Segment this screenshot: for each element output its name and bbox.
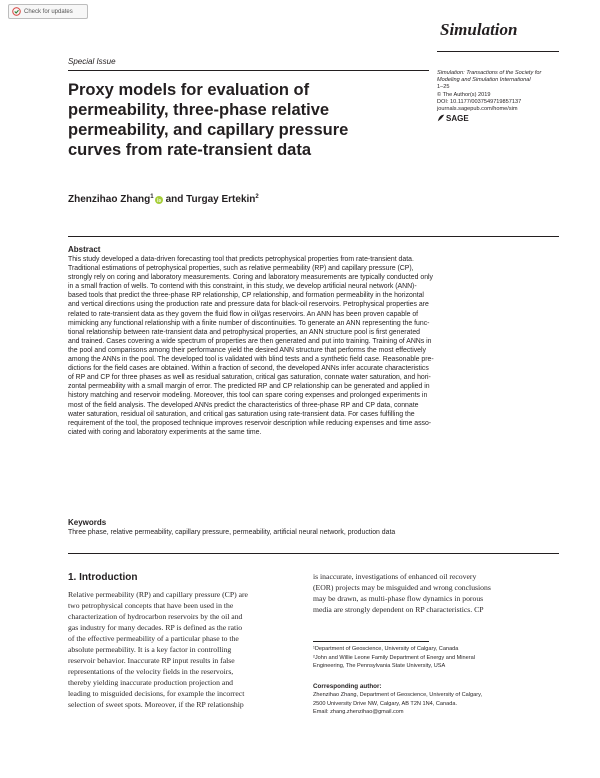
publisher-name: SAGE — [446, 113, 469, 123]
abstract-line: requirement of the tool, the proposed technique improves reservoir description while reducing expenses and time asso- — [68, 419, 432, 427]
body-line: selection of sweet spots. Moreover, if the RP relationship — [68, 700, 244, 710]
author-list — [68, 194, 259, 205]
affiliation-line: ²John and Willie Leone Family Department of Energy and Mineral — [313, 654, 475, 661]
corresponding-email[interactable]: Email: zhang.zhenzihao@gmail.com — [313, 709, 404, 716]
journal-full-name: Simulation: Transactions of the Society for — [437, 70, 542, 76]
sage-logo-icon — [437, 114, 445, 122]
copyright: © The Author(s) 2019 — [437, 91, 491, 98]
sage-logo — [437, 114, 563, 122]
journal-full-name-cont: Modeling and Simulation International — [437, 77, 531, 84]
body-line: reservoir behavior. Inaccurate RP input results in false — [68, 656, 235, 666]
title-line: permeability, and capillary pressure — [68, 121, 349, 139]
footnote-rule — [313, 641, 429, 642]
corresponding-line: 2500 University Drive NW, Calgary, AB T2N 1N4, Canada. — [313, 700, 458, 707]
abstract-line: strongly rely on coring and laboratory measurements. Coring and laboratory measurements are typically conducted only — [68, 274, 434, 282]
abstract-line: zontal permeability with a small margin of error. The predicted RP and CP relationship can be generated and applied in — [68, 383, 430, 391]
body-line: Relative permeability (RP) and capillary pressure (CP) are — [68, 590, 248, 599]
abstract-line: tional relationship between rate-transient data and petrophysical properties, an ANN structure pool is first generated — [68, 328, 421, 336]
abstract-line: in a small fraction of wells. To contend with this constraint, in this study, we develop artificial neural network (ANN)- — [68, 283, 417, 291]
title-line: curves from rate-transient data — [68, 141, 311, 159]
orcid-icon[interactable] — [155, 196, 163, 204]
abstract-line: This study developed a data-driven forecasting tool that predicts petrophysical properties from rate-transient data. — [68, 256, 414, 263]
corresponding-line: Zhenzihao Zhang, Department of Geoscience, University of Calgary, — [313, 692, 483, 698]
affiliations — [313, 645, 559, 671]
keywords-list: Three phase, relative permeability, capillary pressure, permeability, artificial neural network, production data — [68, 529, 396, 536]
abstract-line: Traditional estimations of petrophysical properties, such as relative permeability (RP) and capillary pressure (CP), — [68, 265, 414, 273]
abstract-line: the pool and comparisons among their performance yield the desired ANN structure that performs the most effectively — [68, 346, 426, 354]
abstract-line: related to rate-transient data as they govern the fluid flow in oil/gas reservoirs. An ANN has been proven capable of — [68, 310, 419, 318]
author-connector: and Turgay Ertekin — [165, 194, 256, 205]
affiliation-line: Engineering, The Pennsylvania State University, USA — [313, 663, 446, 670]
abstract-body — [68, 255, 559, 437]
abstract-line: and vertical directions using the production rate and pressure data for black-oil reservoirs. Petrophysical properties are — [68, 301, 429, 309]
abstract-line: ciated with coring and laboratory experiments at the same time. — [68, 428, 262, 436]
abstract-line: and trained. Cases covering a wide spectrum of properties are then generated and put into training. Training of ANNs in — [68, 337, 432, 345]
body-line: characterization of hydrocarbon reservoirs by the oil and — [68, 612, 243, 622]
author-name: Zhenzihao Zhang — [68, 194, 151, 205]
affiliation-line: ¹Department of Geoscience, University of Calgary, Canada — [313, 646, 459, 652]
abstract-heading: Abstract — [68, 245, 101, 254]
body-line: media are strongly dependent on RP characteristics. CP — [313, 605, 484, 615]
introduction-heading: 1. Introduction — [68, 572, 138, 583]
journal-meta — [437, 70, 563, 122]
corresponding-author-heading: Corresponding author: — [313, 683, 382, 690]
abstract-line: most of the field analysis. The developed ANNs predict the characteristics of three-phase RP and CP data, connate — [68, 401, 419, 409]
check-updates-icon — [12, 7, 21, 16]
paper-title — [68, 80, 368, 160]
introduction-right-column — [313, 571, 559, 615]
introduction-left-column — [68, 589, 308, 711]
abstract-line: history matching and reservoir modeling. Moreover, this tool can spare coring expenses and prolonged experiments in — [68, 392, 428, 400]
header-rule-right — [437, 51, 559, 52]
abstract-line: dictions for the field cases are obtained. Within a fraction of second, the developed ANNs infer accurate characteristics — [68, 365, 429, 373]
journal-name: Simulation — [440, 20, 518, 39]
body-line: of the effective permeability of a particular phase to the — [68, 634, 239, 644]
body-line: is inaccurate, investigations of enhanced oil recovery — [313, 572, 477, 581]
section-rule — [68, 236, 559, 237]
body-line: (EOR) projects may be misguided and wrong conclusions — [313, 583, 491, 593]
abstract-line: among the ANNs in the pool. The developed tool is validated with blind tests and a synthetic field case. Reasonable pre- — [68, 356, 434, 364]
title-line: permeability, three-phase relative — [68, 101, 330, 119]
journal-url[interactable]: journals.sagepub.com/home/sim — [437, 106, 518, 113]
abstract-line: of RP and CP for three phases as well as residual saturation, critical gas saturation, connate water saturation, and hori- — [68, 374, 431, 382]
check-for-updates-button[interactable] — [8, 4, 88, 19]
body-line: leading to misguided decisions, for example the incorrect — [68, 689, 245, 699]
abstract-line: water saturation, residual oil saturation, and critical gas saturation using rate-transient data. For cases fulfilling the — [68, 410, 415, 418]
author-affiliation-mark: 2 — [255, 194, 259, 200]
keywords-heading: Keywords — [68, 518, 107, 527]
body-line: may be drawn, as multi-phase flow dynamics in porous — [313, 594, 484, 604]
body-line: absolute permeability. It is a key factor in controlling — [68, 645, 232, 655]
body-line: thereby yielding inaccurate production projection and — [68, 678, 234, 688]
abstract-line: mimicking any functional relationship with a finite number of discontinuities. To generate an ANN representing the func- — [68, 319, 430, 327]
title-line: Proxy models for evaluation of — [68, 81, 310, 99]
section-rule — [68, 553, 559, 554]
check-updates-label: Check for updates — [24, 8, 73, 15]
body-line: two petrophysical concepts that have been used in the — [68, 601, 234, 611]
special-issue-label: Special Issue — [68, 57, 116, 66]
header-rule — [68, 70, 429, 71]
body-line: representations of the velocity fields in the reservoirs, — [68, 667, 234, 677]
author-affiliation-mark: 1 — [150, 194, 154, 200]
corresponding-author-details — [313, 691, 559, 717]
abstract-line: based tools that predict the three-phase RP relationship, CP relationship, and formation permeability in the horizontal — [68, 292, 424, 300]
doi[interactable]: DOI: 10.1177/0037549719857137 — [437, 98, 522, 105]
page-range: 1–25 — [437, 84, 450, 91]
body-line: gas industry for many decades. RP is defined as the ratio — [68, 623, 243, 633]
